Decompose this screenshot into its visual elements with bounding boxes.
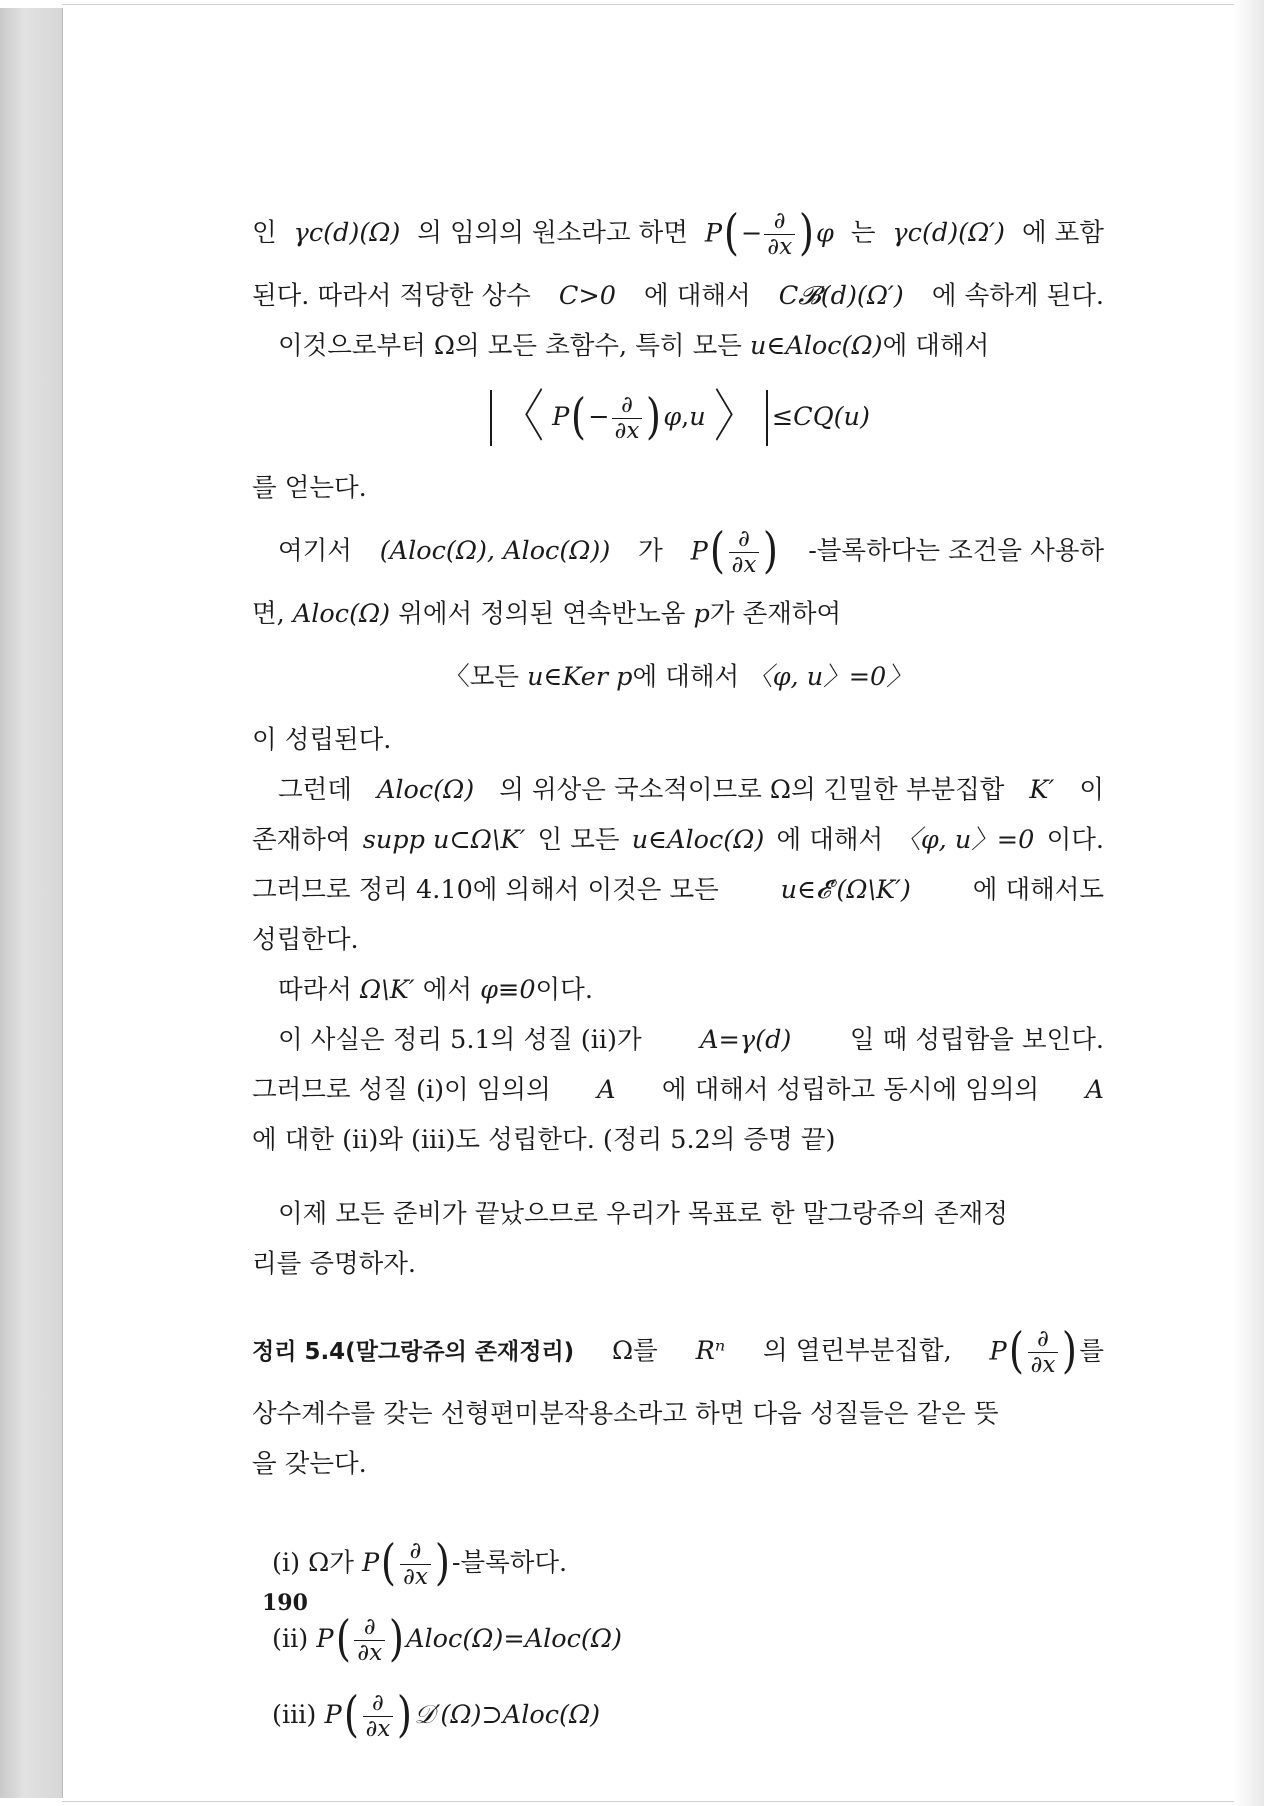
theorem-title: 정리 5.4(말그랑쥬의 존재정리): [252, 1338, 575, 1365]
math: ∂x: [400, 1564, 431, 1589]
math: ∂x: [354, 1640, 385, 1665]
math: Aloc(Ω): [376, 775, 475, 806]
text: 존재하여: [252, 825, 351, 856]
fraction: [400, 1537, 431, 1590]
text-line: [252, 716, 1104, 766]
text: 에 포함: [1021, 218, 1104, 249]
text: 가 존재하여: [709, 599, 842, 630]
math: P: [552, 402, 570, 433]
text: 을 갖는다.: [252, 1449, 367, 1480]
math: A: [597, 1075, 616, 1106]
text: 면,: [252, 599, 285, 630]
page-body: [252, 196, 1104, 1754]
list-item: (iii) P ( $\frac{\partial}{\partial x}$ ) 𝒟′(Ω)⊃Aloc(Ω): [272, 1687, 601, 1744]
text-line: [252, 1440, 1104, 1490]
math: C𝓑(d)(Ω′): [778, 281, 904, 312]
text: 이제 모든 준비가 끝났으므로 우리가 목표로 한 말그랑쥬의 존재정: [278, 1199, 1008, 1230]
text: 에 대해서: [776, 825, 884, 856]
math: P: [989, 1336, 1007, 1366]
math-expression: P( $\frac{\partial}{\partial x}$ ): [690, 523, 779, 580]
text: -블록하다는 조건을 사용하: [808, 536, 1104, 567]
text: 따라서: [278, 975, 352, 1006]
text: 인: [252, 218, 277, 249]
text: 에 대해서: [632, 662, 740, 693]
text: 이 성립된다.: [252, 725, 392, 756]
math: p: [693, 599, 710, 630]
text: 가: [638, 536, 663, 567]
text: 를: [1079, 1336, 1104, 1366]
display-equation: [252, 640, 1104, 716]
text: 의 임의의 원소라고 하면: [417, 218, 688, 249]
display-equation: 〈 P ( − $\frac{\partial}{\partial x}$ ) φ , u 〉 ≤CQ(u): [252, 372, 1104, 464]
math: u∈Ker p: [527, 662, 633, 693]
text: 이: [1079, 775, 1104, 806]
math: ∂x: [729, 552, 760, 577]
math: A: [1085, 1075, 1104, 1106]
math: C>0: [558, 281, 616, 312]
math: φ≡0: [480, 975, 536, 1006]
math: ∂: [738, 525, 750, 552]
fraction: [1028, 1325, 1059, 1378]
text: 그러므로 성질 (i)이 임의의: [252, 1075, 551, 1106]
math: 𝒟′(Ω)⊃Aloc(Ω): [414, 1700, 601, 1731]
math: P: [690, 536, 708, 566]
text: 일 때 성립함을 보인다.: [849, 1025, 1104, 1056]
math: u∈𝓔′(Ω\K′): [780, 875, 911, 906]
text: 상수계수를 갖는 선형편미분작용소라고 하면 다음 성질들은 같은 뜻: [252, 1399, 999, 1430]
text: 리를 증명하자.: [252, 1249, 417, 1280]
page-number: 190: [262, 1590, 308, 1616]
math: φ: [663, 402, 682, 433]
text: 에 속하게 된다.: [931, 281, 1104, 312]
text-line: [252, 1116, 1104, 1166]
math-expression: P(− $\frac{\partial}{\partial x}$ )φ: [704, 205, 834, 262]
text: Ω를: [612, 1336, 658, 1367]
text: 된다. 따라서 적당한 상수: [252, 281, 531, 312]
text: 의 위상은 국소적이므로 Ω의 긴밀한 부분집합: [499, 775, 1005, 806]
math: P: [704, 218, 723, 248]
math: ∂: [773, 207, 786, 234]
page-right-edge: [1234, 0, 1264, 1806]
text: 에서: [422, 975, 472, 1006]
text: 그런데: [278, 775, 352, 806]
math: φ: [816, 218, 834, 248]
text: 에 대한 (ii)와 (iii)도 성립한다. (정리 5.2의 증명 끝): [252, 1125, 836, 1156]
math: ∂: [1037, 1325, 1049, 1352]
text-line: [252, 1066, 1104, 1116]
text: 에 대해서: [882, 331, 990, 362]
text-line: [252, 464, 1104, 514]
text: 에 대해서도: [972, 875, 1104, 906]
text-line: [252, 866, 1104, 916]
text-line: [252, 1016, 1104, 1066]
math: ∂: [621, 391, 633, 418]
text: 그러므로 정리 4.10에 의해서 이것은 모든: [252, 875, 719, 906]
fraction: [363, 1689, 394, 1742]
math: 〈φ, u〉=0: [895, 825, 1035, 856]
text: 이 사실은 정리 5.1의 성질 (ii)가: [278, 1025, 642, 1056]
text: 에 대해서: [644, 281, 751, 312]
math: P: [316, 1624, 334, 1655]
book-spine-edge: [0, 8, 63, 1798]
text-line: [252, 196, 1104, 272]
text-line: [252, 766, 1104, 816]
text-line: [252, 1240, 1104, 1290]
math-expression: P( $\frac{\partial}{\partial x}$ )를: [989, 1323, 1104, 1380]
list-item: (i) Ω가 P ( $\frac{\partial}{\partial x}$ ) -블록하다.: [272, 1535, 568, 1592]
math: ∂x: [612, 418, 643, 443]
text: 를 얻는다.: [252, 473, 367, 504]
text: 이것으로부터 Ω의 모든 초함수, 특히 모든: [278, 331, 742, 362]
math: γc(d)(Ω): [293, 218, 401, 249]
math: 〈φ, u〉=0〉: [747, 662, 912, 693]
fraction: [764, 207, 795, 260]
math: Aloc(Ω)=Aloc(Ω): [406, 1624, 622, 1655]
math: Rⁿ: [695, 1336, 726, 1367]
math: Aloc(Ω): [292, 599, 391, 630]
fraction: [729, 525, 760, 578]
math: u∈Aloc(Ω): [631, 825, 765, 856]
math: u∈Aloc(Ω): [750, 331, 883, 362]
text: (i) Ω가: [272, 1548, 354, 1579]
text: 성립한다.: [252, 925, 359, 956]
math: ∂: [372, 1689, 384, 1716]
text-line: [252, 514, 1104, 590]
math: supp u⊂Ω\K′: [362, 825, 526, 856]
math: ∂: [409, 1537, 422, 1564]
math: Ω\K′: [360, 975, 415, 1006]
math: γc(d)(Ω′): [892, 218, 1005, 249]
text-line: [252, 916, 1104, 966]
fraction: [354, 1613, 385, 1666]
text: 여기서: [278, 536, 352, 567]
text-line: [252, 966, 1104, 1016]
text-line: [252, 1190, 1104, 1240]
text-line: [252, 816, 1104, 866]
math: ∂x: [1028, 1352, 1059, 1377]
math: ∂x: [363, 1716, 394, 1741]
text-line: [252, 590, 1104, 640]
text: (ii): [272, 1624, 309, 1655]
text: 는: [850, 218, 876, 249]
math: P: [362, 1548, 380, 1579]
text: 〈모든: [444, 662, 519, 693]
text-line: [252, 272, 1104, 322]
text: (iii): [272, 1700, 317, 1731]
math: A=γ(d): [700, 1025, 792, 1056]
text: 이다.: [1046, 825, 1104, 856]
text-line: [252, 322, 1104, 372]
math: (Aloc(Ω), Aloc(Ω)): [379, 536, 611, 567]
text: 에 대해서 성립하고 동시에 임의의: [661, 1075, 1040, 1106]
math: K′: [1029, 775, 1055, 806]
text: 이다.: [535, 975, 593, 1006]
theorem-heading-line: [252, 1314, 1104, 1390]
text: -블록하다.: [451, 1548, 568, 1579]
text-line: [252, 1390, 1104, 1440]
text: 의 열린부분집합,: [763, 1336, 952, 1367]
math: ∂x: [764, 234, 795, 259]
text: 위에서 정의된 연속반노옴: [398, 599, 686, 630]
fraction: [612, 391, 643, 444]
math: ≤CQ(u): [771, 402, 870, 433]
list-item: (ii) P ( $\frac{\partial}{\partial x}$ ) Aloc(Ω)=Aloc(Ω): [272, 1611, 622, 1668]
math: P: [324, 1700, 342, 1731]
math: ∂: [363, 1613, 376, 1640]
text: 인 모든: [537, 825, 620, 856]
